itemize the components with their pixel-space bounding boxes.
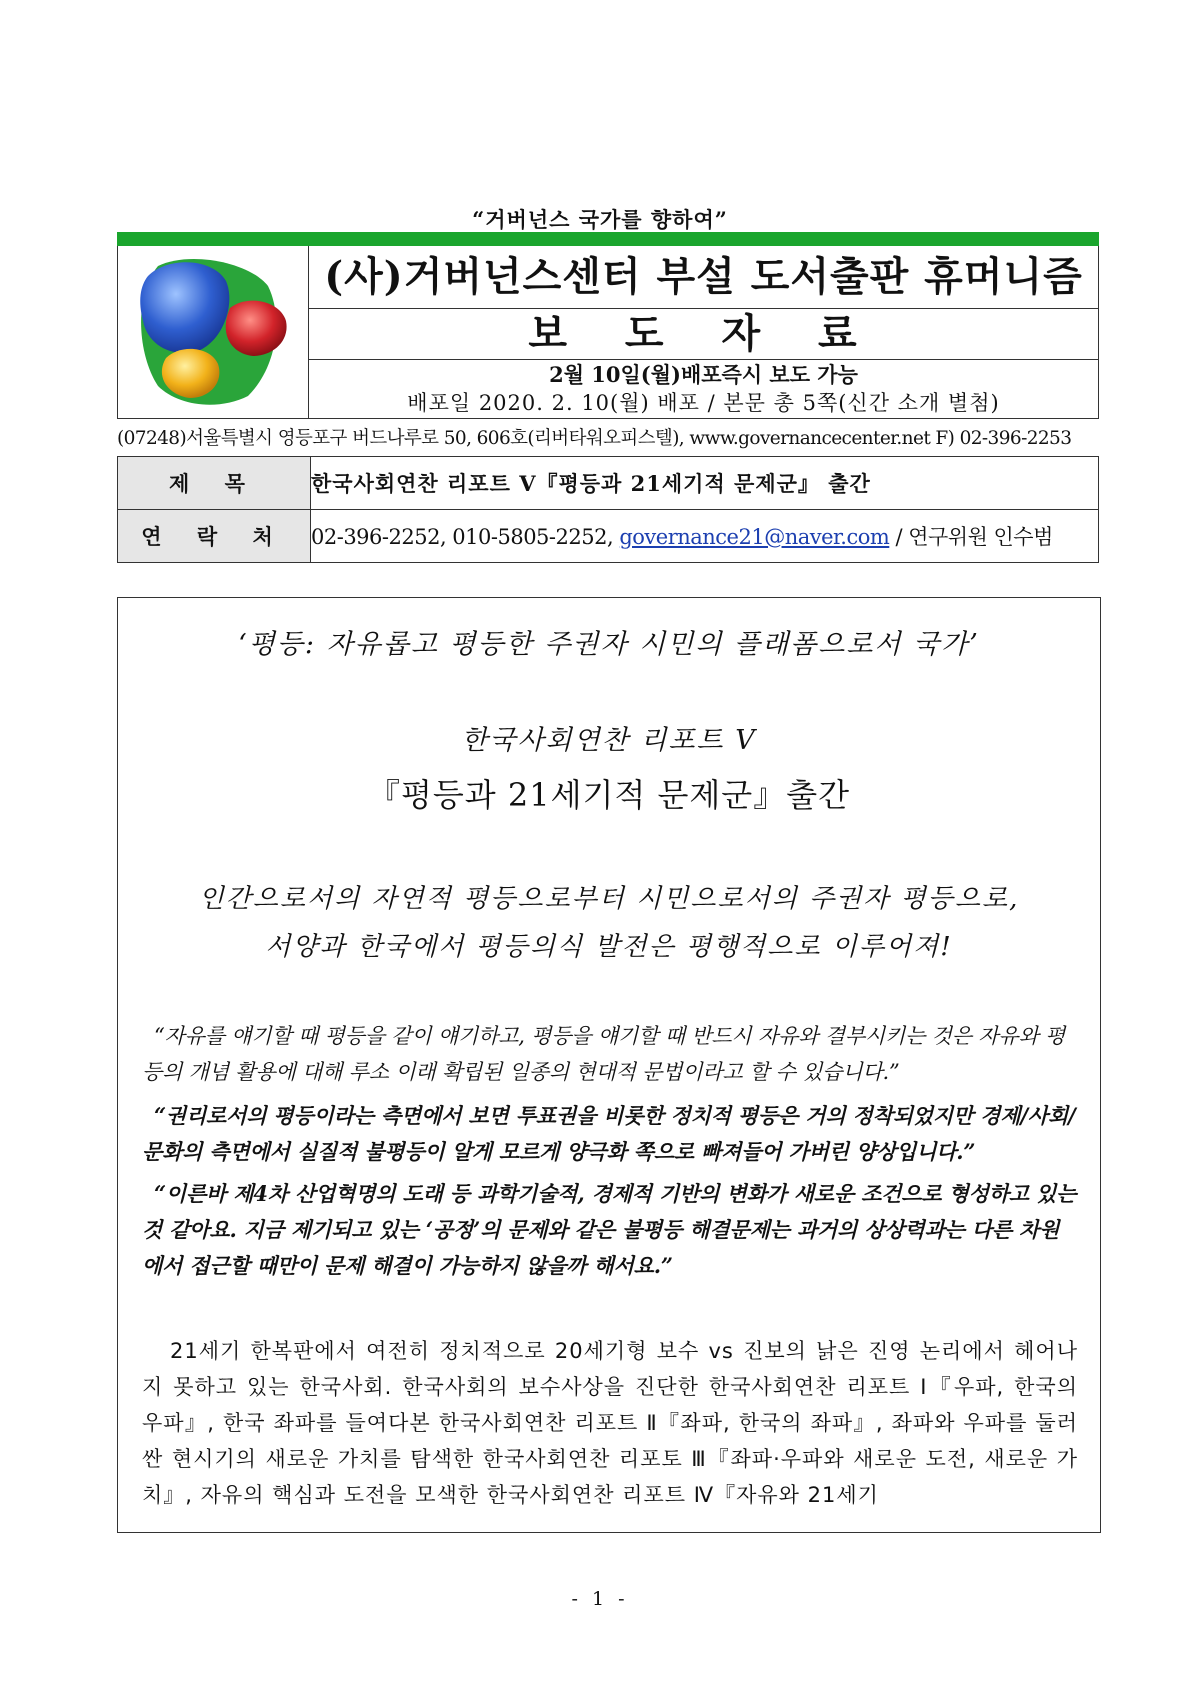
lead-line-2: 서양과 한국에서 평등의식 발전은 평행적으로 이루어져! xyxy=(265,932,953,962)
press-release-title: 보 도 자 료 xyxy=(309,309,1098,360)
organization-name: (사)거버넌스센터 부설 도서출판 휴머니즘 xyxy=(309,246,1098,309)
header-box xyxy=(117,246,1099,419)
header-green-bar xyxy=(117,232,1099,246)
logo-red-shape xyxy=(226,301,287,356)
title-row xyxy=(118,457,1099,510)
distribution-info: 배포일 2020. 2. 10(월) 배포 / 본문 총 5쪽(신간 소개 별첨) xyxy=(407,391,1000,415)
report-series: 한국사회연찬 리포트 Ⅴ xyxy=(461,725,757,756)
lead-line-1: 인간으로서의 자연적 평등으로부터 시민으로서의 주권자 평등으로, xyxy=(198,884,1020,914)
slogan: “거버넌스 국가를 향하여” xyxy=(472,207,728,232)
contact-label: 연 락 처 xyxy=(118,510,311,563)
contact-row xyxy=(118,510,1099,563)
contact-phones: 02-396-2252, 010-5805-2252, xyxy=(311,525,620,549)
title-label: 제 목 xyxy=(118,457,311,510)
quote-1: “자유를 얘기할 때 평등을 같이 얘기하고, 평등을 얘기할 때 반드시 자유와 결부시키는 것은 자유와 평등의 개념 활용에 대해 루소 이래 확립된 일종의 현대적 문법이라고 할 수 있습니다.” xyxy=(142,1024,1066,1084)
page-number: - 1 - xyxy=(571,1588,629,1610)
contact-value xyxy=(311,510,1099,563)
info-table xyxy=(117,456,1099,563)
subtitle: ‘평등: 자유롭고 평등한 주권자 시민의 플래폼으로서 국가’ xyxy=(238,629,980,660)
quote-3: “이른바 제4차 산업혁명의 도래 등 과학기술적, 경제적 기반의 변화가 새로운 조건으로 형성하고 있는 것 같아요. 지금 제기되고 있는 ‘공정’의 문제와 같은 불평등 해결문제는 과거의 상상력과는 다른 차원에서 접근할 때만이 문제 해결이 가능하지 않을까 해서요.” xyxy=(142,1181,1077,1278)
contact-person: / 연구위원 인수범 xyxy=(889,525,1053,549)
address-line: (07248)서울특별시 영등포구 버드나루로 50, 606호(리버타워오피스텔), www.governancecenter.net F) 02-396-2253 xyxy=(117,428,1072,449)
contact-email-link[interactable]: governance21@naver.com xyxy=(619,525,890,549)
logo xyxy=(118,246,309,418)
title-value: 한국사회연찬 리포트 V『평등과 21세기적 문제군』 출간 xyxy=(311,457,1099,510)
quote-2: “권리로서의 평등이라는 측면에서 보면 투표권을 비롯한 정치적 평등은 거의 정착되었지만 경제/사회/문화의 측면에서 실질적 불평등이 알게 모르게 양극화 쪽으로 빠져들어 가버린 양상입니다.” xyxy=(142,1103,1076,1164)
governance-logo-icon xyxy=(118,246,308,418)
main-content-box xyxy=(117,597,1101,1533)
book-title: 『평등과 21세기적 문제군』출간 xyxy=(367,776,851,814)
release-note: 2월 10일(월)배포즉시 보도 가능 xyxy=(549,362,858,387)
body-paragraph: 21세기 한복판에서 여전히 정치적으로 20세기형 보수 vs 진보의 낡은 진영 논리에서 헤어나지 못하고 있는 한국사회. 한국사회의 보수사상을 진단한 한국사회연찬 리포트 Ⅰ『우파, 한국의 우파』, 한국 좌파를 들여다본 한국사회연찬 리포트 Ⅱ『좌파, 한국의 좌파』, 좌파와 우파를 둘러싼 현시기의 새로운 가치를 탐색한 한국사회연찬 리포토 Ⅲ『좌파·우파와 새로운 도전, 새로운 가치』, 자유의 핵심과 도전을 모색한 한국사회연찬 리포트 Ⅳ『자유와 21세기 xyxy=(142,1339,1078,1507)
